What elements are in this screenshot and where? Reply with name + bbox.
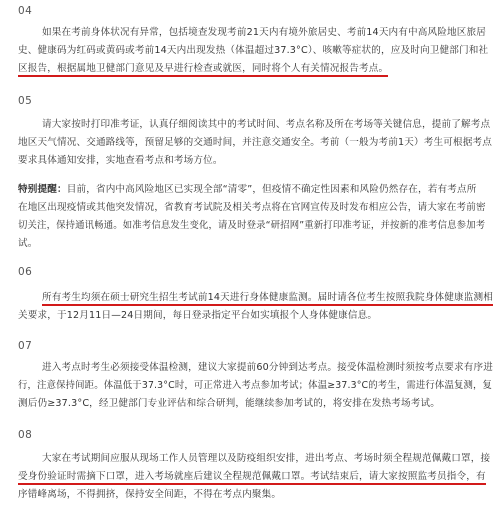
paragraph-line [18, 137, 492, 149]
notice-line [18, 184, 476, 196]
notice-line [18, 202, 486, 214]
line-text: 要求具体通知安排，实地查看考点和考场方位。 [18, 155, 223, 166]
section-number: 05 [18, 95, 33, 107]
paragraph-line [18, 380, 492, 392]
line-text: 序错峰离场，不得拥挤，保持安全间距，不得在考点内聚集。 [18, 489, 282, 500]
section-number: 08 [18, 429, 33, 441]
line-text: 如果在考前身体状况有异常，包括境查发现考前21天内有境外旅居史、考前14天内有中高风险地区旅居 [42, 27, 486, 38]
paragraph-line [18, 471, 486, 483]
notice-line [18, 238, 38, 250]
underlined-text: 受身份验证时需摘下口罩，进入考场就座后建议全程规范佩戴口罩。考试结束后，请大家按照监考员指令，有 [18, 471, 486, 485]
line-text: 目前，省内中高风险地区已实现全部“清零”，但疫情不确定性因素和风险仍然存在，若有考点所 [66, 184, 477, 195]
underlined-text: 区报告，根据属地卫健部门意见及早进行检查或就医，同时将个人有关情况报告考点。 [18, 63, 388, 77]
paragraph-line [18, 398, 440, 410]
paragraph-line [18, 155, 223, 167]
line-text: 请大家按时打印准考证，认真仔细阅读其中的考试时间、考点名称及所在考场等关键信息，提前了解考点 [42, 119, 491, 130]
paragraph-line [18, 63, 388, 75]
line-text: 史、健康码为红码或黄码或考前14天内出现发热（体温超过37.3°C）、咳嗽等症状的，应及时向卫健部门和社 [18, 45, 489, 56]
line-text: 测后仍≥37.3°C，经卫健部门专业评估和综合研判，能继续参加考试的，将安排在发热考场考试。 [18, 398, 440, 409]
line-text: 进入考点时考生必须接受体温检测，建议大家提前60分钟到达考点。接受体温检测时须按考点要求有序进 [42, 362, 493, 373]
line-text: 地区天气情况、交通路线等，预留足够的交通时间，并注意交通安全。考前（一般为考前1天）考生可根据考点 [18, 137, 492, 148]
paragraph-line [18, 310, 377, 322]
paragraph-line [42, 292, 493, 304]
paragraph-line [18, 489, 281, 501]
notice-line [18, 220, 485, 232]
paragraph-line [42, 119, 490, 131]
paragraph-line [42, 27, 486, 39]
paragraph-line [18, 45, 488, 57]
line-text: 在地区出现疫情或其他突发情况，省教育考试院及相关考点将在官网宣传及时发布相应公告，请大家在考前密 [18, 202, 486, 213]
paragraph-line [42, 453, 490, 465]
line-text: 关要求，于12月11日—24日期间，每日登录指定平台如实填报个人身体健康信息。 [18, 310, 378, 321]
underlined-text: 所有考生均须在硕士研究生招生考试前14天进行身体健康监测。届时请各位考生按照我院身体健康监测相 [42, 292, 493, 306]
paragraph-line [42, 362, 493, 374]
section-number: 04 [18, 5, 33, 17]
line-text: 试。 [18, 238, 38, 249]
section-number: 07 [18, 340, 33, 352]
section-number: 06 [18, 266, 33, 278]
notice-label: 特别提醒： [18, 184, 67, 195]
line-text: 大家在考试期间应服从现场工作人员管理以及防疫组织安排，进出考点、考场时须全程规范佩戴口罩，接 [42, 453, 491, 464]
line-text: 切关注，保持通讯畅通。如准考信息发生变化，请及时登录“研招网”重新打印准考证，并按新的准考信息参加考 [18, 220, 486, 231]
line-text: 行，注意保持间距。体温低于37.3°C时，可正常进入考点参加考试；体温≥37.3°C的考生，需进行体温复测，复 [18, 380, 493, 391]
